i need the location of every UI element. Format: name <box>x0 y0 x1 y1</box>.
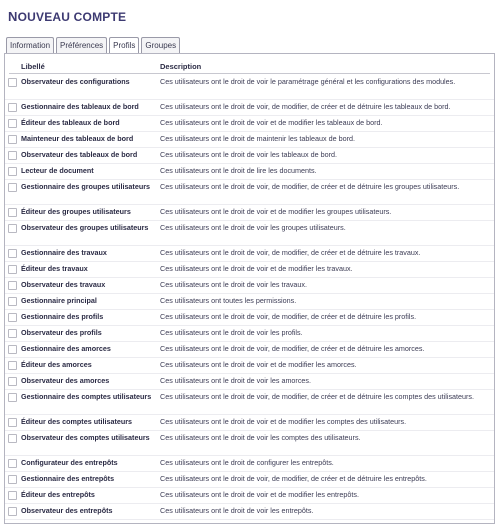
profile-checkbox[interactable] <box>8 459 17 468</box>
profile-description: Ces utilisateurs ont le droit de voir le paramétrage général et les configurations des modules. <box>160 77 456 86</box>
profile-description: Ces utilisateurs ont le droit de configurer les entrepôts. <box>160 458 334 467</box>
tab-preferences[interactable]: Préférences <box>56 37 107 53</box>
header-divider <box>9 73 490 74</box>
profile-checkbox[interactable] <box>8 167 17 176</box>
profile-label: Observateur des tableaux de bord <box>21 150 138 159</box>
table-row[interactable] <box>5 431 494 456</box>
table-row[interactable] <box>5 358 494 374</box>
profile-checkbox[interactable] <box>8 281 17 290</box>
table-row[interactable] <box>5 390 494 415</box>
profile-label: Gestionnaire principal <box>21 296 97 305</box>
profile-label: Observateur des amorces <box>21 376 110 385</box>
profile-description: Ces utilisateurs ont le droit de voir et de modifier les amorces. <box>160 360 357 369</box>
profile-checkbox[interactable] <box>8 434 17 443</box>
profile-description: Ces utilisateurs ont le droit de voir, de modifier, de créer et de détruire les tableaux de bord. <box>160 102 451 111</box>
profile-label: Éditeur des travaux <box>21 264 88 273</box>
profile-description: Ces utilisateurs ont le droit de voir et de modifier les tableaux de bord. <box>160 118 383 127</box>
profile-checkbox[interactable] <box>8 507 17 516</box>
profile-description: Ces utilisateurs ont le droit de voir, de modifier, de créer et de détruire les comptes des utilisateurs. <box>160 392 475 401</box>
table-row[interactable] <box>5 456 494 472</box>
profile-description: Ces utilisateurs ont le droit de maintenir les tableaux de bord. <box>160 134 355 143</box>
profile-checkbox[interactable] <box>8 345 17 354</box>
profile-label: Gestionnaire des profils <box>21 312 104 321</box>
profile-label: Observateur des configurations <box>21 77 130 86</box>
profile-label: Éditeur des comptes utilisateurs <box>21 417 133 426</box>
profile-label: Lecteur de document <box>21 166 94 175</box>
profile-label: Gestionnaire des groupes utilisateurs <box>21 182 151 191</box>
profile-checkbox[interactable] <box>8 224 17 233</box>
profile-label: Gestionnaire des tableaux de bord <box>21 102 139 111</box>
profile-label: Observateur des groupes utilisateurs <box>21 223 149 232</box>
table-row[interactable] <box>5 488 494 504</box>
table-row[interactable] <box>5 374 494 390</box>
profile-description: Ces utilisateurs ont le droit de lire les documents. <box>160 166 317 175</box>
table-row[interactable] <box>5 294 494 310</box>
profile-checkbox[interactable] <box>8 78 17 87</box>
profile-description: Ces utilisateurs ont le droit de voir les travaux. <box>160 280 308 289</box>
tab-profils[interactable]: Profils <box>109 37 139 54</box>
profile-checkbox[interactable] <box>8 361 17 370</box>
profile-label: Gestionnaire des entrepôts <box>21 474 115 483</box>
profiles-table-body <box>5 75 494 520</box>
profile-description: Ces utilisateurs ont le droit de voir et de modifier les comptes des utilisateurs. <box>160 417 407 426</box>
profile-checkbox[interactable] <box>8 103 17 112</box>
tab-information[interactable]: Information <box>6 37 54 53</box>
table-row[interactable] <box>5 148 494 164</box>
profile-label: Observateur des comptes utilisateurs <box>21 433 150 442</box>
profile-description: Ces utilisateurs ont le droit de voir et de modifier les groupes utilisateurs. <box>160 207 392 216</box>
column-header-label: Libellé <box>21 62 45 71</box>
table-row[interactable] <box>5 415 494 431</box>
table-row[interactable] <box>5 504 494 520</box>
profile-description: Ces utilisateurs ont le droit de voir les comptes des utilisateurs. <box>160 433 361 442</box>
table-row[interactable] <box>5 221 494 246</box>
profile-description: Ces utilisateurs ont le droit de voir, de modifier, de créer et de détruire les travaux. <box>160 248 421 257</box>
table-row[interactable] <box>5 262 494 278</box>
table-row[interactable] <box>5 278 494 294</box>
profile-description: Ces utilisateurs ont le droit de voir les profils. <box>160 328 303 337</box>
profile-checkbox[interactable] <box>8 475 17 484</box>
table-row[interactable] <box>5 180 494 205</box>
profile-label: Mainteneur des tableaux de bord <box>21 134 134 143</box>
profile-description: Ces utilisateurs ont le droit de voir, de modifier, de créer et de détruire les groupes utilisateurs. <box>160 182 460 191</box>
table-row[interactable] <box>5 75 494 100</box>
profile-description: Ces utilisateurs ont le droit de voir les amorces. <box>160 376 312 385</box>
profile-checkbox[interactable] <box>8 151 17 160</box>
profile-checkbox[interactable] <box>8 377 17 386</box>
profile-checkbox[interactable] <box>8 418 17 427</box>
page-title-rest: OUVEAU COMPTE <box>17 10 127 24</box>
profile-label: Observateur des travaux <box>21 280 106 289</box>
profile-checkbox[interactable] <box>8 208 17 217</box>
table-row[interactable] <box>5 132 494 148</box>
profile-label: Gestionnaire des travaux <box>21 248 107 257</box>
profile-checkbox[interactable] <box>8 297 17 306</box>
profile-label: Gestionnaire des comptes utilisateurs <box>21 392 152 401</box>
tab-groupes[interactable]: Groupes <box>141 37 180 53</box>
table-row[interactable] <box>5 326 494 342</box>
page-title <box>8 9 126 24</box>
profile-description: Ces utilisateurs ont le droit de voir les entrepôts. <box>160 506 314 515</box>
profile-checkbox[interactable] <box>8 393 17 402</box>
table-row[interactable] <box>5 116 494 132</box>
table-row[interactable] <box>5 342 494 358</box>
profile-label: Éditeur des groupes utilisateurs <box>21 207 131 216</box>
table-row[interactable] <box>5 205 494 221</box>
profile-description: Ces utilisateurs ont le droit de voir et de modifier les travaux. <box>160 264 353 273</box>
profile-checkbox[interactable] <box>8 249 17 258</box>
column-header-description: Description <box>160 62 202 71</box>
profile-label: Éditeur des entrepôts <box>21 490 95 499</box>
profile-description: Ces utilisateurs ont le droit de voir et de modifier les entrepôts. <box>160 490 359 499</box>
table-row[interactable] <box>5 472 494 488</box>
profile-checkbox[interactable] <box>8 313 17 322</box>
table-header <box>5 62 494 72</box>
profile-description: Ces utilisateurs ont le droit de voir les groupes utilisateurs. <box>160 223 346 232</box>
profiles-panel <box>4 53 495 524</box>
profile-checkbox[interactable] <box>8 491 17 500</box>
table-row[interactable] <box>5 164 494 180</box>
tab-bar <box>6 37 180 53</box>
profile-checkbox[interactable] <box>8 135 17 144</box>
profile-label: Éditeur des amorces <box>21 360 92 369</box>
profile-checkbox[interactable] <box>8 329 17 338</box>
profile-label: Configurateur des entrepôts <box>21 458 118 467</box>
profile-description: Ces utilisateurs ont le droit de voir les tableaux de bord. <box>160 150 337 159</box>
profile-label: Observateur des entrepôts <box>21 506 113 515</box>
profile-label: Observateur des profils <box>21 328 102 337</box>
table-row[interactable] <box>5 100 494 116</box>
profile-description: Ces utilisateurs ont le droit de voir, de modifier, de créer et de détruire les amorces. <box>160 344 425 353</box>
profile-label: Gestionnaire des amorces <box>21 344 111 353</box>
profile-description: Ces utilisateurs ont le droit de voir, de modifier, de créer et de détruire les profils. <box>160 312 417 321</box>
table-row[interactable] <box>5 246 494 262</box>
profile-label: Éditeur des tableaux de bord <box>21 118 120 127</box>
table-row[interactable] <box>5 310 494 326</box>
profile-checkbox[interactable] <box>8 119 17 128</box>
profile-description: Ces utilisateurs ont toutes les permissions. <box>160 296 297 305</box>
profile-checkbox[interactable] <box>8 183 17 192</box>
profile-description: Ces utilisateurs ont le droit de voir, de modifier, de créer et de détruire les entrepôts. <box>160 474 427 483</box>
page-title-initial: N <box>8 9 18 24</box>
profile-checkbox[interactable] <box>8 265 17 274</box>
